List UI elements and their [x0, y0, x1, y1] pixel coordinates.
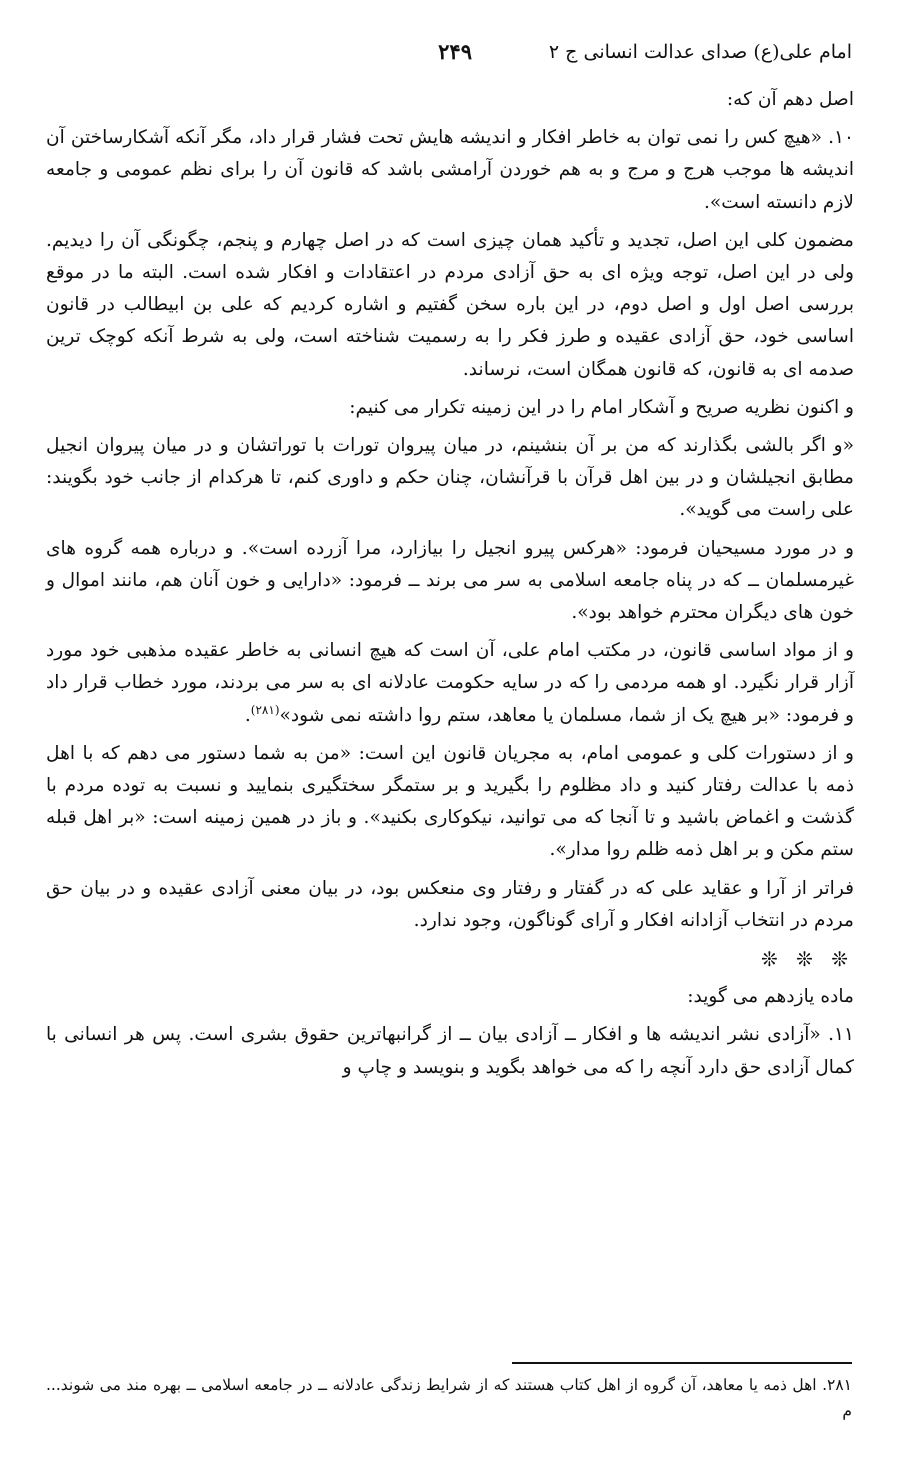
paragraph-christians: و در مورد مسیحیان فرمود: «هرکس پیرو انجیل را بیازارد، مرا آزرده است». و درباره همه گروه های غیرمسلمان ــ که در پناه جامعه اسلامی به سر می برند ــ فرمود: «دارایی و خون آنان هم، مانند اموال و خون های دیگران محترم خواهد بود».	[46, 537, 854, 624]
section-separator: ❊ ❊ ❊	[761, 947, 854, 972]
page-header	[48, 34, 852, 70]
running-title: امام علی(ع) صدای عدالت انسانی ج ۲	[548, 41, 852, 63]
footnote: ۲۸۱. اهل ذمه یا معاهد، آن گروه از اهل کتاب هستند که از شرایط زندگی عادلانه ــ در جامعه اسلامی ــ بهره مند می شوند... م	[46, 1376, 852, 1420]
paragraph-commentary: مضمون کلی این اصل، تجدید و تأکید همان چیزی است که در اصل چهارم و پنجم، چگونگی آن را دیدیم. ولی در این اصل، توجه ویژه ای به حق آزادی مردم در اعتقادات و افکار شده است. البته ما در موقع بررسی اصل اول و اصل دوم، در این باره سخن گفتیم و اشاره کردیم که علی بن ابیطالب در قانون اساسی خود، حق آزادی عقیده و طرز فکر را به رسمیت شناخته است، ولی به شرط آنکه کوچک ترین صدمه ای به قانون، که قانون همگان است، نرساند.	[46, 229, 854, 380]
paragraph-quote-pillow: «و اگر بالشی بگذارند که من بر آن بنشینم، در میان پیروان تورات با توراتشان و در میان پیروان انجیل مطابق انجیلشان و در بین اهل قرآن با قرآنشان، چنان حکم و داوری کنم، تا هرکدام از جانب خود بگویند: علی راست می گوید».	[46, 435, 854, 521]
paragraph-end-mark: .	[244, 704, 251, 726]
paragraph-religious-freedom	[46, 635, 854, 732]
footnote-divider	[512, 1362, 852, 1364]
page-number: ۲۴۹	[438, 39, 472, 64]
paragraph-conclusion: فراتر از آرا و عقاید علی که در گفتار و رفتار وی منعکس بود، در بیان معنی آزادی عقیده و در بیان حق مردم در انتخاب آزادانه افکار و آرای گوناگون، وجود ندارد.	[46, 877, 854, 931]
paragraph-religious-freedom-text: و از مواد اساسی قانون، در مکتب امام علی، آن است که هیچ انسانی به خاطر عقیده مذهبی خود مورد آزار قرار نگیرد. او همه مردمی را که در سایه حکومت عادلانه ای به سر می بردند، مورد خطاب قرار داد و فرمود: «بر هیچ یک از شما، مسلمان یا معاهد، ستم روا داشته نمی شود»	[46, 640, 854, 726]
page-body	[46, 84, 854, 1090]
paragraph-heading-article-10: اصل دهم آن که:	[726, 89, 854, 110]
paragraph-article-11-text: ۱۱. «آزادی نشر اندیشه ها و افکار ــ آزادی بیان ــ از گرانبهاترین حقوق بشری است. پس هر انسانی با کمال آزادی حق دارد آنچه را که می خواهد بگوید و بنویسد و چاپ و	[46, 1024, 854, 1078]
paragraph-heading-article-11: ماده یازدهم می گوید:	[687, 986, 854, 1008]
paragraph-intro-quote: و اکنون نظریه صریح و آشکار امام را در این زمینه تکرار می کنیم:	[349, 396, 854, 418]
paragraph-article-10-text: ۱۰. «هیچ کس را نمی توان به خاطر افکار و اندیشه هایش تحت فشار قرار داد، مگر آنکه آشکارساختن آن اندیشه ها موجب هرج و مرج و به هم خوردن آرامشی باشد که قانون آن را برای نظم عمومی و جامعه لازم دانسته است».	[46, 127, 854, 213]
paragraph-instructions: و از دستورات کلی و عمومی امام، به مجریان قانون این است: «من به شما دستور می دهم که با اهل ذمه با عدالت رفتار کنید و داد مظلوم را بگیرید و بر ستمگر سختگیری بنمایید و نسبت به توده مردم با گذشت و اغماض باشید و تا آنجا که می توانید، نیکوکاری بکنید». و باز در همین زمینه است: «بر اهل قبله ستم مکن و بر اهل ذمه ظلم روا مدار».	[46, 742, 854, 861]
footnote-reference[interactable]: (۲۸۱)	[250, 702, 280, 717]
